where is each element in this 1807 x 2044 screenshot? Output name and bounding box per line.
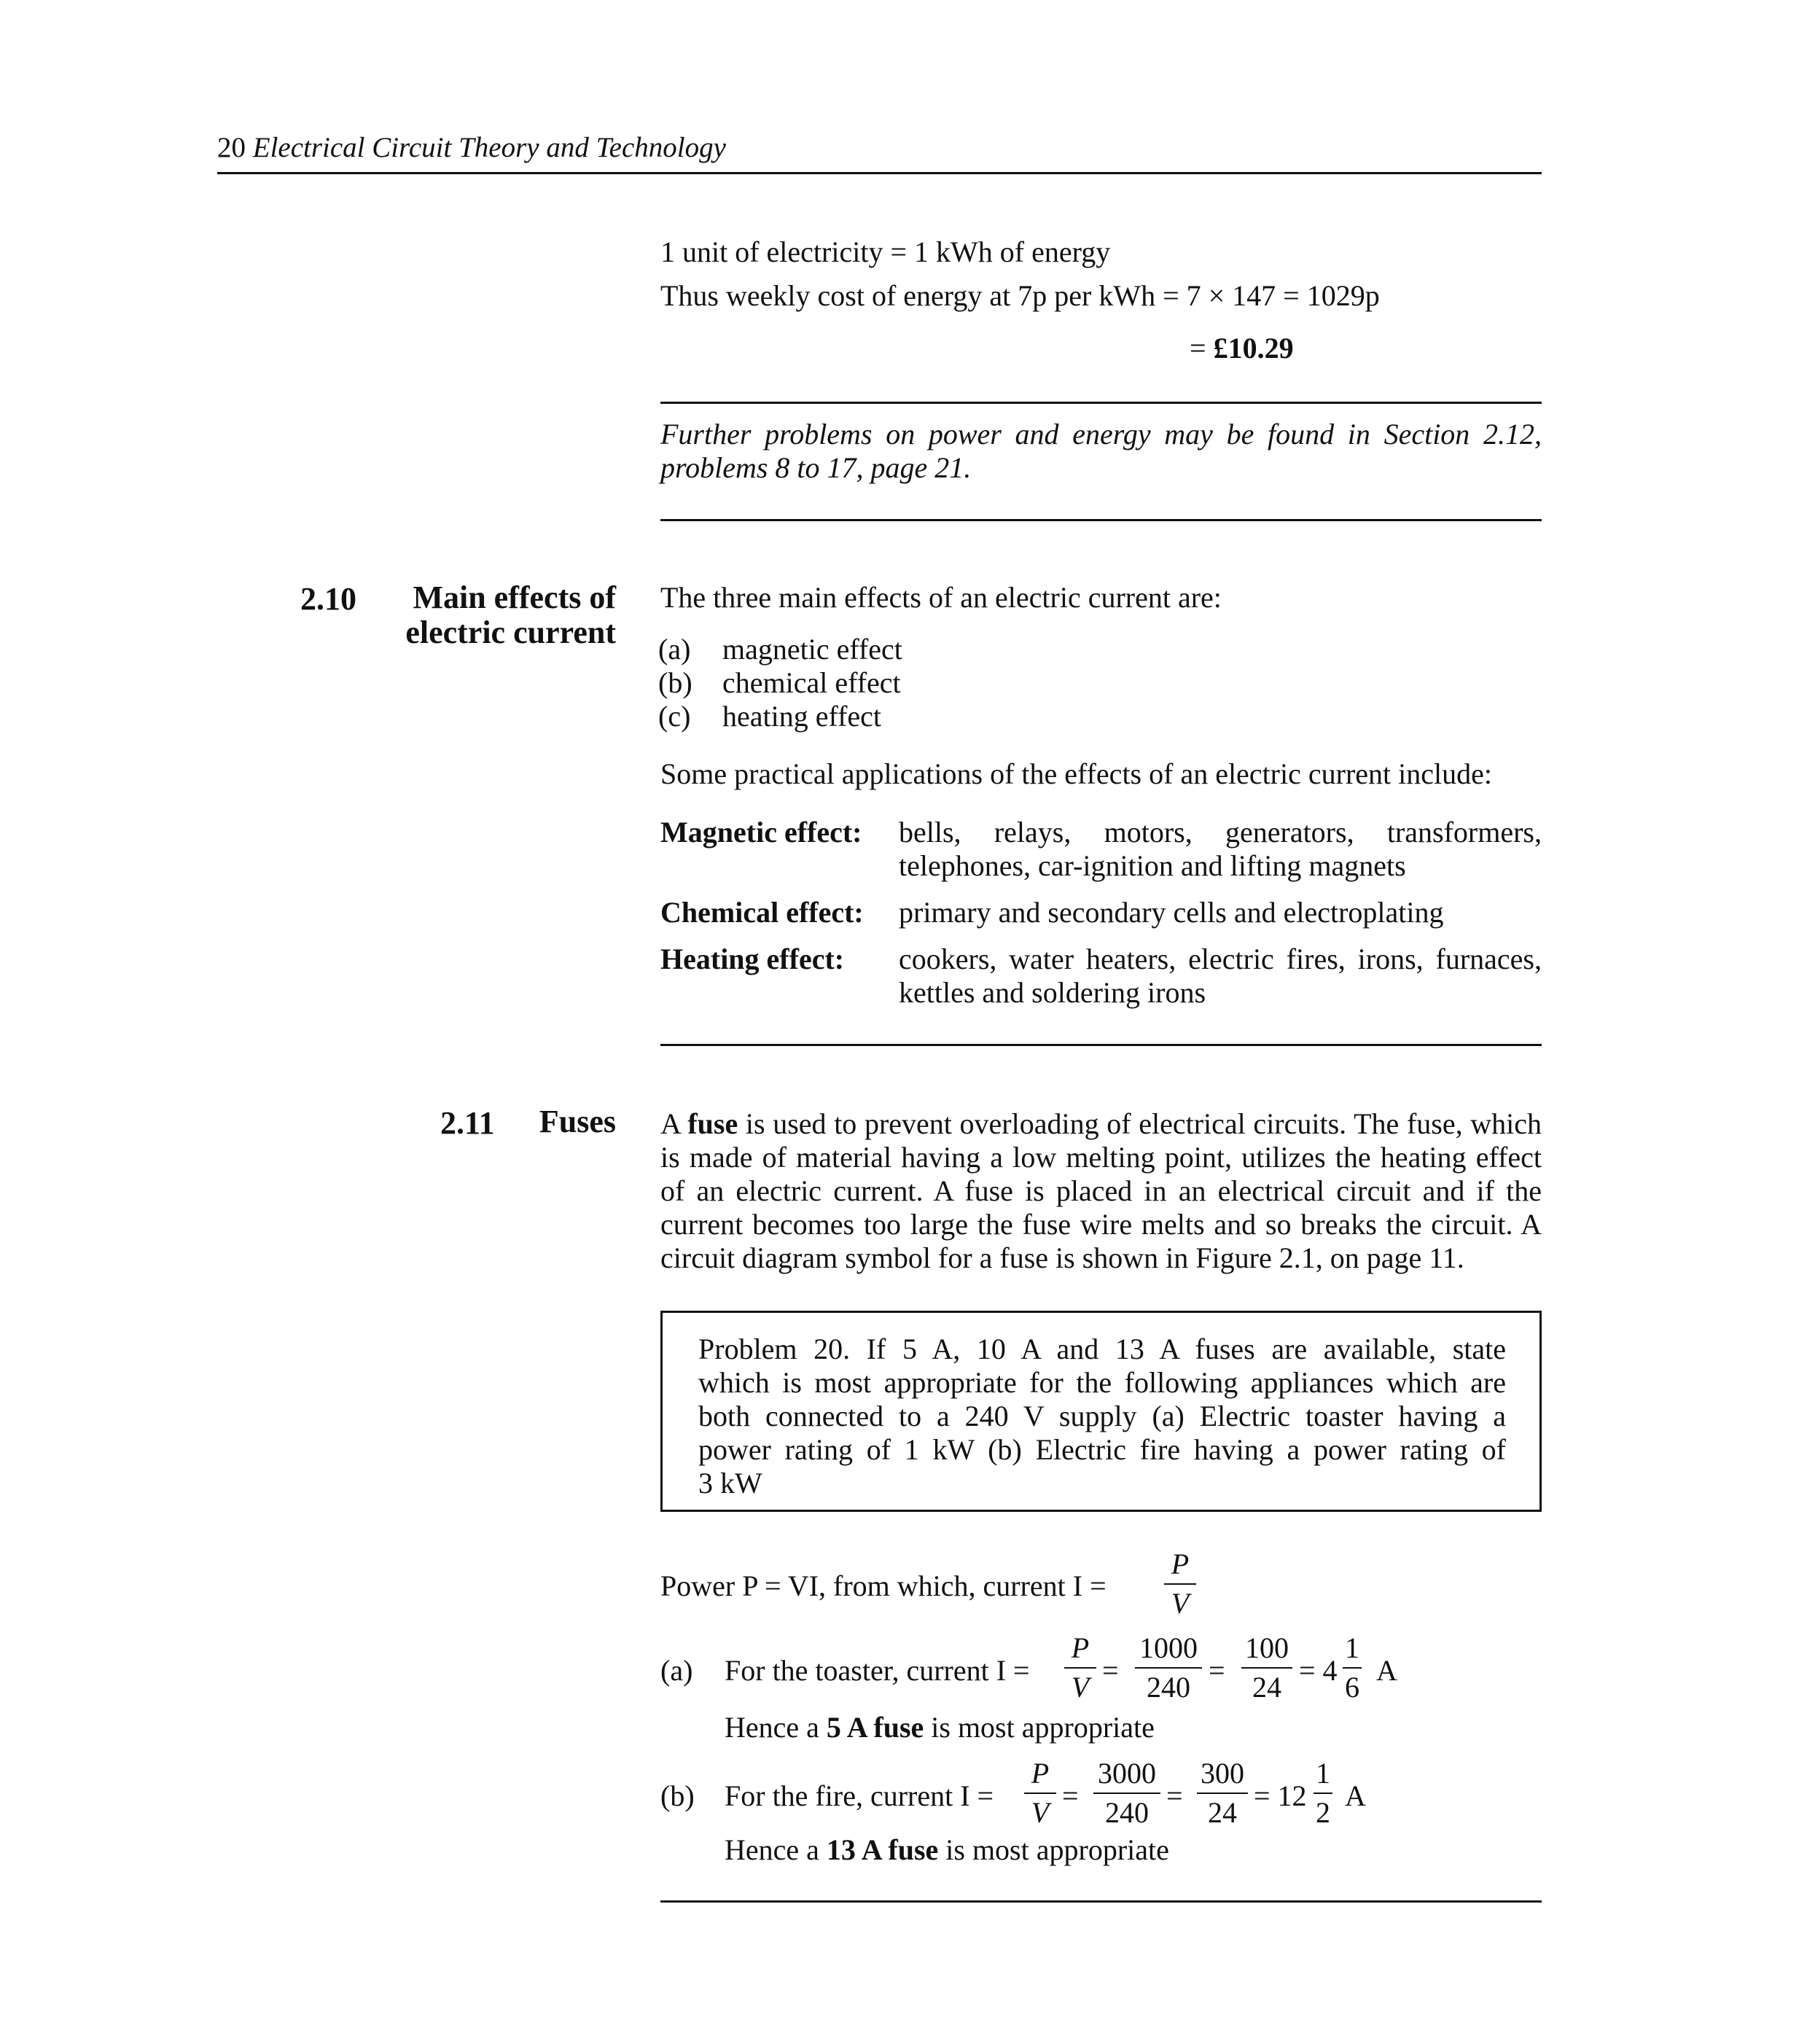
- magnetic-desc-line2: telephones, car-ignition and lifting magnets: [899, 849, 1406, 882]
- chemical-desc: primary and secondary cells and electroplating: [899, 896, 1444, 929]
- part-a-label: (a): [660, 1654, 693, 1687]
- part-a-frac-3-den: 24: [1252, 1671, 1281, 1704]
- part-b-hence-b: is most appropriate: [938, 1833, 1169, 1866]
- effects-list: [658, 632, 902, 733]
- applications-intro: Some practical applications of the effects of an electric current include:: [660, 757, 1492, 790]
- part-b-frac-2-den: 240: [1105, 1796, 1149, 1829]
- part-b-frac-pv: [1024, 1756, 1056, 1830]
- section-2-10-number: 2.10: [300, 581, 356, 617]
- problem-line5: 3 kW: [698, 1467, 762, 1499]
- energy-line-1: 1 unit of electricity = 1 kWh of energy: [660, 235, 1111, 268]
- power-formula-text: Power P = VI, from which, current I =: [660, 1569, 1107, 1602]
- part-b-frac-result-num: 1: [1316, 1757, 1330, 1790]
- part-b-frac-3-num: 300: [1201, 1757, 1244, 1790]
- fuse-para-l1b: is used to prevent overloading of electrical circuits. The fuse, which: [738, 1107, 1542, 1140]
- part-b-eq-2: =: [1166, 1779, 1183, 1812]
- fuse-para-line5: circuit diagram symbol for a fuse is shown in Figure 2.1, on page 11.: [660, 1241, 1464, 1274]
- part-b-text: For the fire, current I =: [725, 1779, 994, 1812]
- chemical-term: Chemical effect:: [660, 896, 864, 929]
- part-b-unit: A: [1345, 1779, 1366, 1812]
- effect-a-label: (a): [658, 633, 691, 666]
- part-b-conclusion: [725, 1833, 1169, 1868]
- part-b-frac-3: [1197, 1756, 1248, 1830]
- book-title: Electrical Circuit Theory and Technology: [252, 132, 726, 163]
- page-number: 20: [217, 132, 246, 163]
- effect-b-text: chemical effect: [722, 666, 901, 699]
- section-2-10-title-line1: Main effects of: [413, 580, 616, 615]
- part-b-frac-3-den: 24: [1208, 1796, 1237, 1829]
- section-2-10-rule: [660, 1044, 1542, 1046]
- further-top-rule: [660, 402, 1542, 404]
- further-line-2: problems 8 to 17, page 21.: [660, 451, 972, 484]
- part-b-frac-result: [1314, 1756, 1332, 1830]
- fuse-bold-term: fuse: [687, 1107, 738, 1140]
- problem-line1: Problem 20. If 5 A, 10 A and 13 A fuses are available, state: [698, 1333, 1506, 1365]
- fuse-para-line4: current becomes too large the fuse wire melts and so breaks the circuit. A: [660, 1208, 1542, 1241]
- part-a-conclusion: [725, 1710, 1155, 1745]
- part-a-frac-2-den: 240: [1147, 1671, 1190, 1704]
- part-a-frac-2: [1135, 1631, 1202, 1705]
- part-a-text: For the toaster, current I =: [725, 1654, 1030, 1687]
- fuse-para-line2: is made of material having a low melting point, utilizes the heating effect: [660, 1141, 1542, 1174]
- section-2-10-title: [405, 580, 616, 650]
- part-b-frac-result-den: 2: [1316, 1796, 1330, 1829]
- solution-end-rule: [660, 1900, 1542, 1903]
- power-frac-num: P: [1171, 1548, 1190, 1580]
- energy-line-2: Thus weekly cost of energy at 7p per kWh = 7 × 147 = 1029p: [660, 279, 1380, 312]
- energy-result-value: £10.29: [1213, 332, 1294, 364]
- part-b-label: (b): [660, 1779, 695, 1812]
- part-a-hence-bold: 5 A fuse: [826, 1711, 924, 1744]
- further-bottom-rule: [660, 519, 1542, 521]
- fuse-para-line1: [660, 1107, 1542, 1142]
- heating-desc-line2: kettles and soldering irons: [899, 976, 1206, 1009]
- part-a-hence-a: Hence a: [725, 1711, 827, 1744]
- problem-line4: power rating of 1 kW (b) Electric fire having a power rating of: [698, 1433, 1506, 1466]
- list-item: [658, 699, 902, 733]
- section-2-10-title-line2: electric current: [405, 615, 616, 650]
- power-fraction: [1164, 1547, 1196, 1621]
- part-a-frac-pv: [1064, 1631, 1096, 1705]
- effect-b-label: (b): [658, 666, 692, 699]
- list-item: [658, 666, 902, 699]
- part-b-hence-a: Hence a: [725, 1833, 827, 1866]
- part-a-unit: A: [1376, 1654, 1397, 1687]
- part-b-frac-pv-den: V: [1031, 1796, 1050, 1829]
- energy-result: [1190, 331, 1294, 366]
- effect-c-label: (c): [658, 700, 691, 733]
- part-a-hence-b: is most appropriate: [924, 1711, 1155, 1744]
- part-a-frac-2-num: 1000: [1139, 1631, 1198, 1664]
- part-b-frac-2: [1093, 1756, 1160, 1830]
- header-rule: [217, 172, 1542, 174]
- part-a-frac-3-num: 100: [1245, 1631, 1289, 1664]
- section-2-11-title: Fuses: [539, 1104, 616, 1139]
- effect-c-text: heating effect: [722, 700, 882, 733]
- fuse-para-line3: of an electric current. A fuse is placed in an electrical circuit and if the: [660, 1174, 1542, 1207]
- part-a-eq-1: =: [1102, 1654, 1119, 1687]
- effects-intro: The three main effects of an electric current are:: [660, 581, 1222, 614]
- further-line-1: Further problems on power and energy may be found in Section 2.12,: [660, 418, 1542, 450]
- part-b-frac-pv-num: P: [1031, 1757, 1050, 1790]
- running-header: [217, 131, 726, 165]
- list-item: [658, 632, 902, 666]
- problem-line3: both connected to a 240 V supply (a) Electric toaster having a: [698, 1400, 1506, 1432]
- effect-a-text: magnetic effect: [722, 633, 902, 666]
- power-frac-den: V: [1171, 1587, 1190, 1620]
- part-a-frac-result-den: 6: [1345, 1671, 1359, 1704]
- section-2-11-number: 2.11: [440, 1105, 495, 1141]
- part-b-hence-bold: 13 A fuse: [826, 1833, 939, 1866]
- part-a-frac-result-num: 1: [1345, 1631, 1359, 1664]
- part-a-frac-pv-den: V: [1071, 1671, 1090, 1704]
- part-a-frac-pv-num: P: [1071, 1631, 1090, 1664]
- energy-result-eq: =: [1190, 332, 1214, 364]
- heating-desc-line1: cookers, water heaters, electric fires, irons, furnaces,: [899, 943, 1542, 975]
- fuse-para-l1a: A: [660, 1107, 688, 1140]
- heating-term: Heating effect:: [660, 943, 845, 975]
- part-a-frac-result: [1343, 1631, 1362, 1705]
- part-a-eq-2: =: [1209, 1654, 1225, 1687]
- part-b-eq-1: =: [1062, 1779, 1079, 1812]
- part-a-whole: = 4: [1299, 1654, 1338, 1687]
- problem-line2: which is most appropriate for the following appliances which are: [698, 1366, 1506, 1399]
- part-b-whole: = 12: [1254, 1779, 1307, 1812]
- magnetic-desc-line1: bells, relays, motors, generators, transformers,: [899, 816, 1542, 849]
- part-b-frac-2-num: 3000: [1098, 1757, 1156, 1790]
- magnetic-term: Magnetic effect:: [660, 816, 862, 849]
- part-a-frac-3: [1241, 1631, 1292, 1705]
